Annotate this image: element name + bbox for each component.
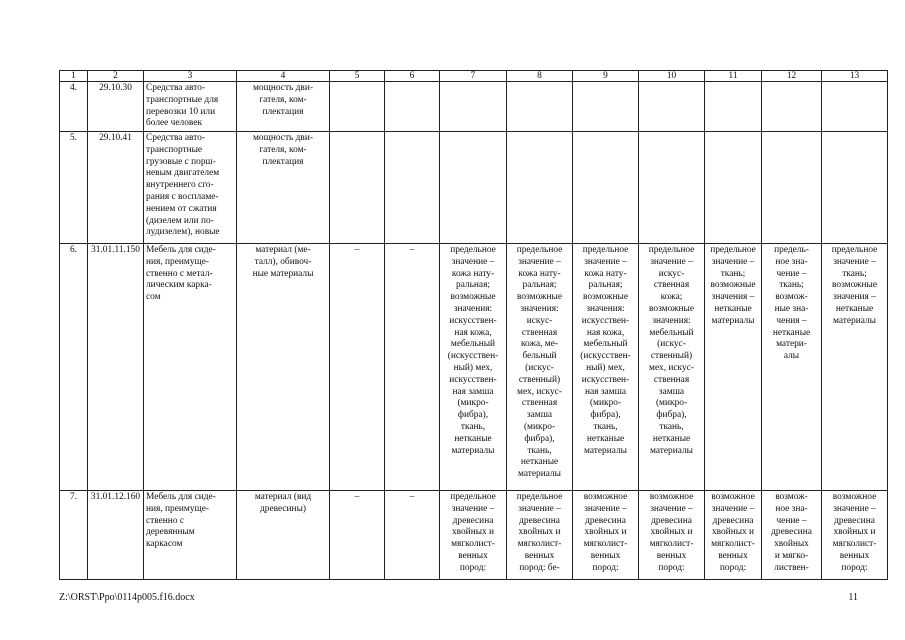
product-name: Средства авто- транспортные грузовые с порш- невым двигателем внутреннего сго- рания с воспламе- нением от сжатия (дизелем или по- лудизелем), новые [144, 132, 237, 244]
table-header-row [60, 71, 888, 82]
value-cell: возможное значение – древесина хвойных и мягколист- венных пород: [822, 491, 888, 580]
unit-name [385, 132, 440, 244]
value-cell: предельное значение – ткань; возможные значения – нетканые материалы [822, 244, 888, 491]
value-cell [762, 132, 822, 244]
product-name: Средства авто- транспортные для перевозки 10 или более человек [144, 82, 237, 132]
value-cell: предельное значение – кожа нату- ральная; возможные значения: искус- ственная кожа, ме- бельный (искус- ственный) мех, искус- ственная замша (микро- фибра), ткань, нетканые материалы [507, 244, 573, 491]
value-cell: предельное значение – кожа нату- ральная; возможные значения: искусствен- ная кожа, мебельный (искусствен- ный) мех, искусствен- ная замша (микро- фибра), ткань, нетканые материалы [440, 244, 507, 491]
value-cell [507, 82, 573, 132]
characteristic: материал (ме- талл), обивоч- ные материалы [237, 244, 330, 491]
value-cell [440, 82, 507, 132]
column-number: 12 [762, 71, 822, 82]
okpd-code: 31.01.12.160 [88, 491, 144, 580]
requirements-table [59, 70, 888, 580]
value-cell: предельное значение – ткань; возможные значения – нетканые материалы [705, 244, 762, 491]
value-cell: предельное значение – древесина хвойных и мягколист- венных пород: бе- [507, 491, 573, 580]
row-number: 5. [60, 132, 88, 244]
value-cell: предельное значение – кожа нату- ральная; возможные значения: искусствен- ная кожа, мебельный (искусствен- ный) мех, искусствен- ная замша (микро- фибра), ткань, нетканые материалы [573, 244, 639, 491]
unit-code [330, 82, 385, 132]
column-number: 2 [88, 71, 144, 82]
value-cell [822, 132, 888, 244]
value-cell [639, 132, 705, 244]
row-number: 7. [60, 491, 88, 580]
row-number: 4. [60, 82, 88, 132]
characteristic: материал (вид древесины) [237, 491, 330, 580]
column-number: 3 [144, 71, 237, 82]
row-number: 6. [60, 244, 88, 491]
value-cell: предельное значение – искус- ственная кожа; возможные значения: мебельный (искус- ственный) мех, искус- ственная замша (микро- фибра), ткань, нетканые материалы [639, 244, 705, 491]
value-cell [507, 132, 573, 244]
product-name: Мебель для сиде- ния, преимуще- ственно с деревянным каркасом [144, 491, 237, 580]
page-number: 11 [848, 592, 858, 603]
value-cell: предельное значение – древесина хвойных и мягколист- венных пород: [440, 491, 507, 580]
value-cell [762, 82, 822, 132]
unit-code [330, 132, 385, 244]
characteristic: мощность дви- гателя, ком- плектация [237, 82, 330, 132]
okpd-code: 29.10.30 [88, 82, 144, 132]
column-number: 13 [822, 71, 888, 82]
characteristic: мощность дви- гателя, ком- плектация [237, 132, 330, 244]
unit-code: – [330, 244, 385, 491]
value-cell: возможное значение – древесина хвойных и мягколист- венных пород: [705, 491, 762, 580]
value-cell [440, 132, 507, 244]
value-cell: предель- ное зна- чение – ткань; возмож- ные зна- чения – нетканые матери- алы [762, 244, 822, 491]
unit-name: – [385, 491, 440, 580]
okpd-code: 29.10.41 [88, 132, 144, 244]
table-row [60, 82, 888, 132]
value-cell [573, 82, 639, 132]
column-number: 1 [60, 71, 88, 82]
column-number: 7 [440, 71, 507, 82]
unit-name: – [385, 244, 440, 491]
column-number: 10 [639, 71, 705, 82]
column-number: 9 [573, 71, 639, 82]
value-cell: возможное значение – древесина хвойных и мягколист- венных пород: [639, 491, 705, 580]
table-row [60, 491, 888, 580]
okpd-code: 31.01.11.150 [88, 244, 144, 491]
table-row [60, 244, 888, 491]
column-number: 6 [385, 71, 440, 82]
column-number: 4 [237, 71, 330, 82]
value-cell [822, 82, 888, 132]
product-name: Мебель для сиде- ния, преимуще- ственно с метал- лическим карка- сом [144, 244, 237, 491]
value-cell: возможное значение – древесина хвойных и мягколист- венных пород: [573, 491, 639, 580]
value-cell: возмож- ное зна- чение – древесина хвойных и мягко- листвен- [762, 491, 822, 580]
document-file-path: Z:\ORST\Ppo\0114p005.f16.docx [59, 592, 195, 603]
column-number: 11 [705, 71, 762, 82]
table-row [60, 132, 888, 244]
column-number: 8 [507, 71, 573, 82]
unit-code: – [330, 491, 385, 580]
column-number: 5 [330, 71, 385, 82]
unit-name [385, 82, 440, 132]
value-cell [705, 82, 762, 132]
value-cell [639, 82, 705, 132]
value-cell [705, 132, 762, 244]
value-cell [573, 132, 639, 244]
